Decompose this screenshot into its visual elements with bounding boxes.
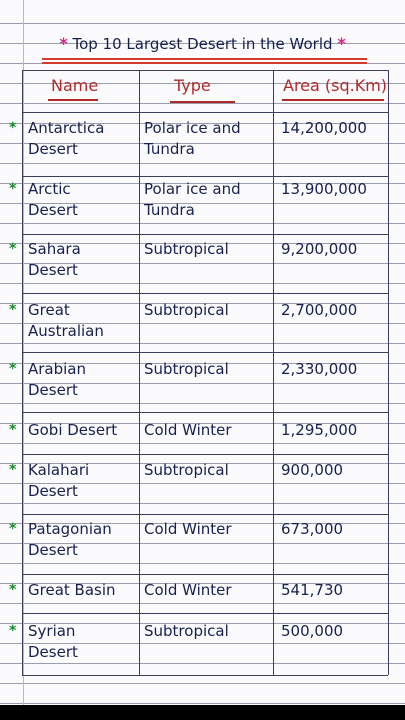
desert-name-cell: Syrian (28, 622, 76, 640)
row-marker-icon: * (9, 241, 17, 257)
desert-area-cell: 13,900,000 (281, 180, 367, 198)
desert-name-cell: Desert (28, 643, 78, 661)
desert-type-cell: Subtropical (144, 240, 229, 258)
desert-type-cell: Tundra (144, 201, 195, 219)
column-divider (273, 70, 274, 675)
column-header-area: Area (sq.Km) (283, 76, 388, 95)
desert-name-cell: Patagonian (28, 520, 112, 538)
row-marker-icon: * (9, 181, 17, 197)
header-divider (22, 112, 388, 113)
desert-type-cell: Tundra (144, 140, 195, 158)
desert-name-cell: Sahara (28, 240, 81, 258)
row-marker-icon: * (9, 462, 17, 478)
row-divider (22, 613, 388, 614)
page-title (0, 34, 405, 53)
column-header-type: Type (174, 76, 211, 95)
desert-name-cell: Gobi Desert (28, 421, 118, 439)
title-text: Top 10 Largest Desert in the World (72, 35, 333, 53)
desert-name-cell: Desert (28, 140, 78, 158)
row-marker-icon: * (9, 582, 17, 598)
desert-area-cell: 9,200,000 (281, 240, 358, 258)
desert-type-cell: Cold Winter (144, 520, 232, 538)
desert-type-cell: Subtropical (144, 622, 229, 640)
row-marker-icon: * (9, 120, 17, 136)
desert-name-cell: Desert (28, 201, 78, 219)
row-marker-icon: * (9, 521, 17, 537)
row-divider (22, 412, 388, 413)
row-divider (22, 352, 388, 353)
title-underline (42, 62, 367, 64)
desert-name-cell: Australian (28, 322, 104, 340)
desert-name-cell: Arctic (28, 180, 71, 198)
row-marker-icon: * (9, 361, 17, 377)
desert-type-cell: Cold Winter (144, 421, 232, 439)
desert-type-cell: Cold Winter (144, 581, 232, 599)
row-divider (22, 514, 388, 515)
desert-name-cell: Arabian (28, 360, 87, 378)
row-divider (22, 234, 388, 235)
desert-area-cell: 2,330,000 (281, 360, 358, 378)
desert-area-cell: 2,700,000 (281, 301, 358, 319)
desert-name-cell: Antarctica (28, 119, 105, 137)
row-marker-icon: * (9, 623, 17, 639)
row-divider (22, 293, 388, 294)
column-header-name: Name (51, 76, 99, 95)
table-border (388, 70, 389, 675)
desert-type-cell: Polar ice and (144, 180, 241, 198)
desert-area-cell: 14,200,000 (281, 119, 367, 137)
desert-name-cell: Great Basin (28, 581, 116, 599)
header-underline (48, 99, 98, 101)
desert-type-cell: Subtropical (144, 360, 229, 378)
row-divider (22, 454, 388, 455)
table-border (22, 70, 388, 71)
star-icon: * (337, 34, 346, 53)
row-divider (22, 176, 388, 177)
row-marker-icon: * (9, 302, 17, 318)
desert-type-cell: Subtropical (144, 301, 229, 319)
header-underline (282, 99, 384, 101)
row-divider (22, 675, 388, 676)
table-border (22, 70, 23, 675)
desert-area-cell: 541,730 (281, 581, 344, 599)
desert-type-cell: Polar ice and (144, 119, 241, 137)
desert-name-cell: Desert (28, 482, 78, 500)
desert-name-cell: Desert (28, 541, 78, 559)
desert-name-cell: Desert (28, 261, 78, 279)
desert-name-cell: Great (28, 301, 70, 319)
star-icon: * (59, 34, 68, 53)
row-divider (22, 574, 388, 575)
desert-area-cell: 500,000 (281, 622, 344, 640)
desert-area-cell: 673,000 (281, 520, 344, 538)
title-underline (42, 58, 367, 60)
desert-area-cell: 1,295,000 (281, 421, 358, 439)
desert-type-cell: Subtropical (144, 461, 229, 479)
header-underline (170, 101, 235, 103)
row-marker-icon: * (9, 422, 17, 438)
desert-name-cell: Kalahari (28, 461, 90, 479)
desert-name-cell: Desert (28, 381, 78, 399)
column-divider (139, 70, 140, 675)
desert-area-cell: 900,000 (281, 461, 344, 479)
